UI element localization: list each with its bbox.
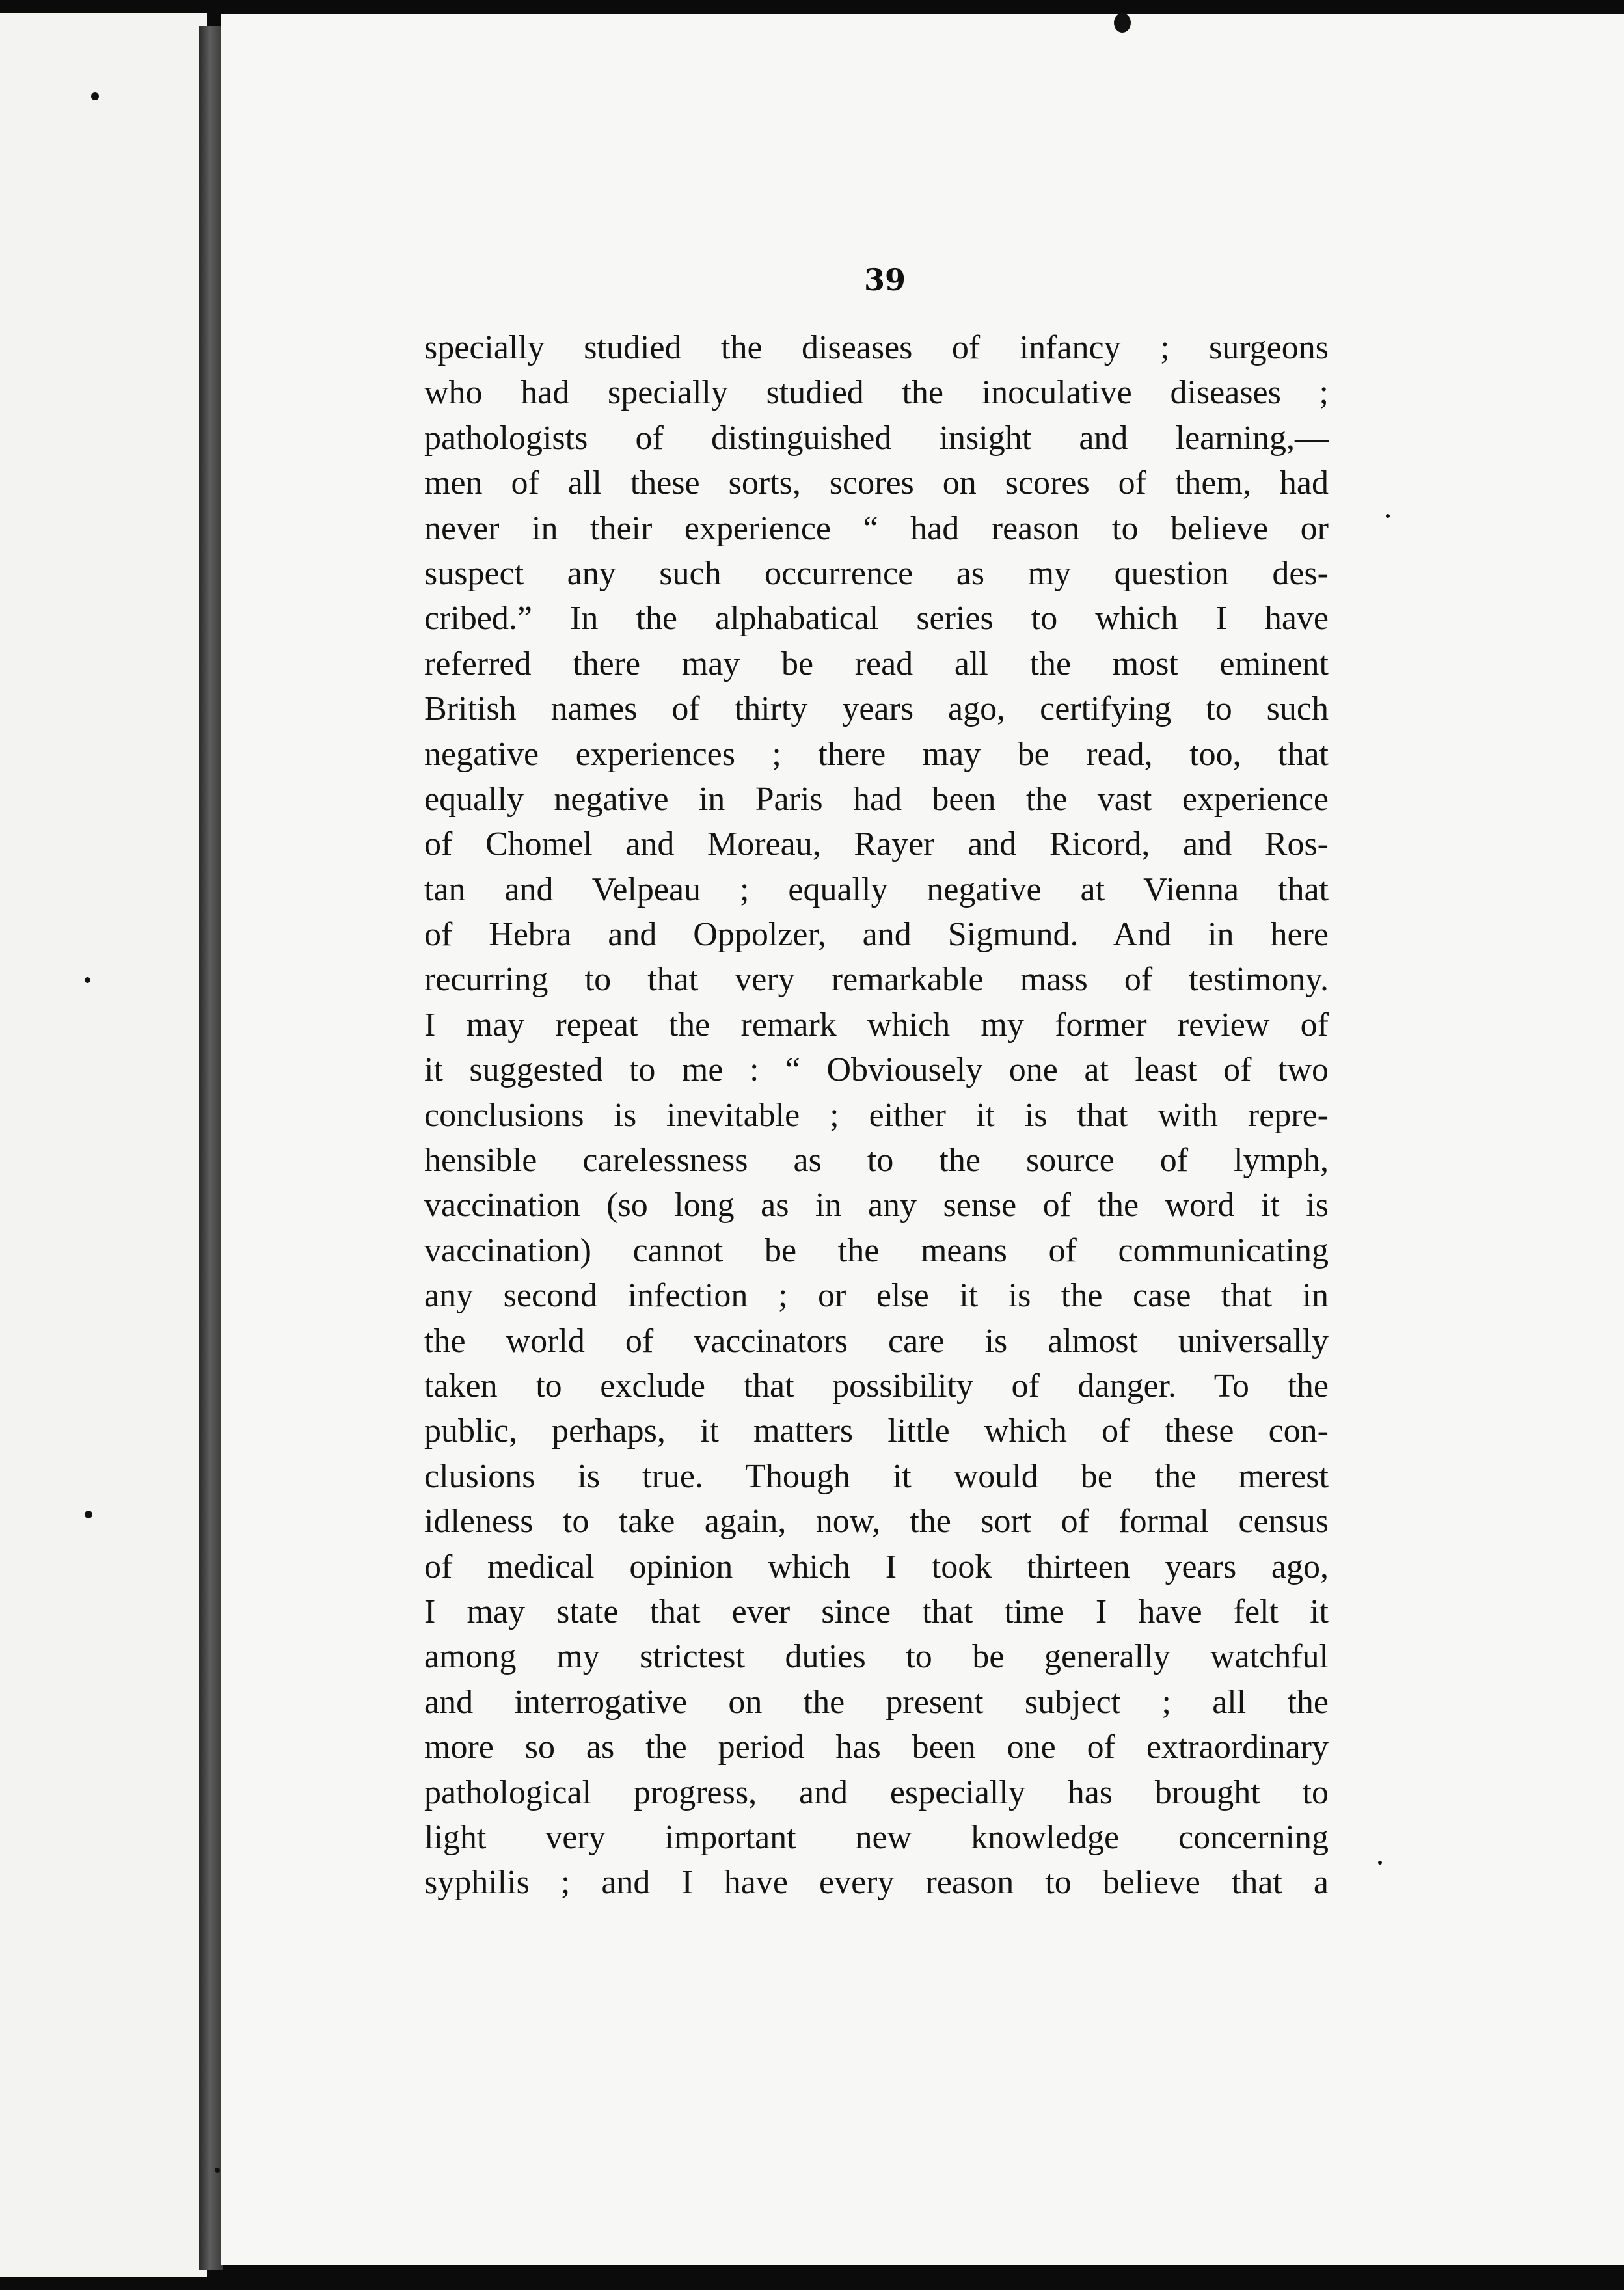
text-line: public, perhaps, it matters little which of these con- xyxy=(424,1412,1329,1450)
text-line: vaccination (so long as in any sense of the word it is xyxy=(424,1187,1329,1224)
ink-speck xyxy=(85,977,90,983)
ink-speck xyxy=(85,1511,92,1518)
text-line: recurring to that very remarkable mass of testimony. xyxy=(424,961,1329,999)
ink-speck xyxy=(1378,1861,1382,1865)
text-line: more so as the period has been one of extraordinary xyxy=(424,1729,1329,1766)
text-line: specially studied the diseases of infancy ; surgeons xyxy=(424,329,1329,366)
text-line: clusions is true. Though it would be the merest xyxy=(424,1457,1329,1495)
text-line: suspect any such occurrence as my question des- xyxy=(424,554,1329,592)
text-line: light very important new knowledge concerning xyxy=(424,1818,1329,1856)
text-line: negative experiences ; there may be read, too, that xyxy=(424,735,1329,773)
text-line: referred there may be read all the most eminent xyxy=(424,645,1329,682)
left-page-edge xyxy=(0,13,207,2277)
text-line: vaccination) cannot be the means of communicating xyxy=(424,1232,1329,1269)
text-line: pathological progress, and especially has brought to xyxy=(424,1773,1329,1811)
text-line: any second infection ; or else it is the case that in xyxy=(424,1277,1329,1315)
text-line: and interrogative on the present subject ; all the xyxy=(424,1683,1329,1721)
text-line: the world of vaccinators care is almost universally xyxy=(424,1322,1329,1360)
ink-speck xyxy=(1386,514,1390,518)
text-line: of Chomel and Moreau, Rayer and Ricord, and Ros- xyxy=(424,826,1329,863)
text-line: idleness to take again, now, the sort of formal census xyxy=(424,1503,1329,1541)
text-line: hensible carelessness as to the source of lymph, xyxy=(424,1142,1329,1179)
text-line: equally negative in Paris had been the vast experience xyxy=(424,780,1329,818)
text-line: among my strictest duties to be generally watchful xyxy=(424,1638,1329,1676)
text-line: who had specially studied the inoculative diseases ; xyxy=(424,374,1329,412)
text-line: syphilis ; and I have every reason to believe that a xyxy=(424,1864,1329,1902)
text-line: I may state that ever since that time I have felt it xyxy=(424,1593,1329,1630)
text-line: tan and Velpeau ; equally negative at Vienna that xyxy=(424,870,1329,908)
text-line: it suggested to me : “ Obviousely one at least of two xyxy=(424,1051,1329,1089)
body-text xyxy=(424,325,1329,1906)
text-line: conclusions is inevitable ; either it is that with repre- xyxy=(424,1096,1329,1134)
text-line: never in their experience “ had reason to believe or xyxy=(424,509,1329,547)
text-line: British names of thirty years ago, certifying to such xyxy=(424,690,1329,728)
text-line: cribed.” In the alphabatical series to which I have xyxy=(424,600,1329,638)
text-line: of medical opinion which I took thirteen years ago, xyxy=(424,1548,1329,1585)
ink-speck xyxy=(91,92,99,100)
ink-speck xyxy=(1114,13,1131,33)
text-line: taken to exclude that possibility of danger. To the xyxy=(424,1367,1329,1405)
text-line: I may repeat the remark which my former review of xyxy=(424,1006,1329,1044)
ink-speck xyxy=(215,2168,220,2173)
page-number: 39 xyxy=(863,262,906,297)
text-line: pathologists of distinguished insight and learning,— xyxy=(424,419,1329,457)
text-line: of Hebra and Oppolzer, and Sigmund. And in here xyxy=(424,916,1329,954)
text-line: men of all these sorts, scores on scores of them, had xyxy=(424,465,1329,502)
book-gutter xyxy=(199,26,223,2270)
